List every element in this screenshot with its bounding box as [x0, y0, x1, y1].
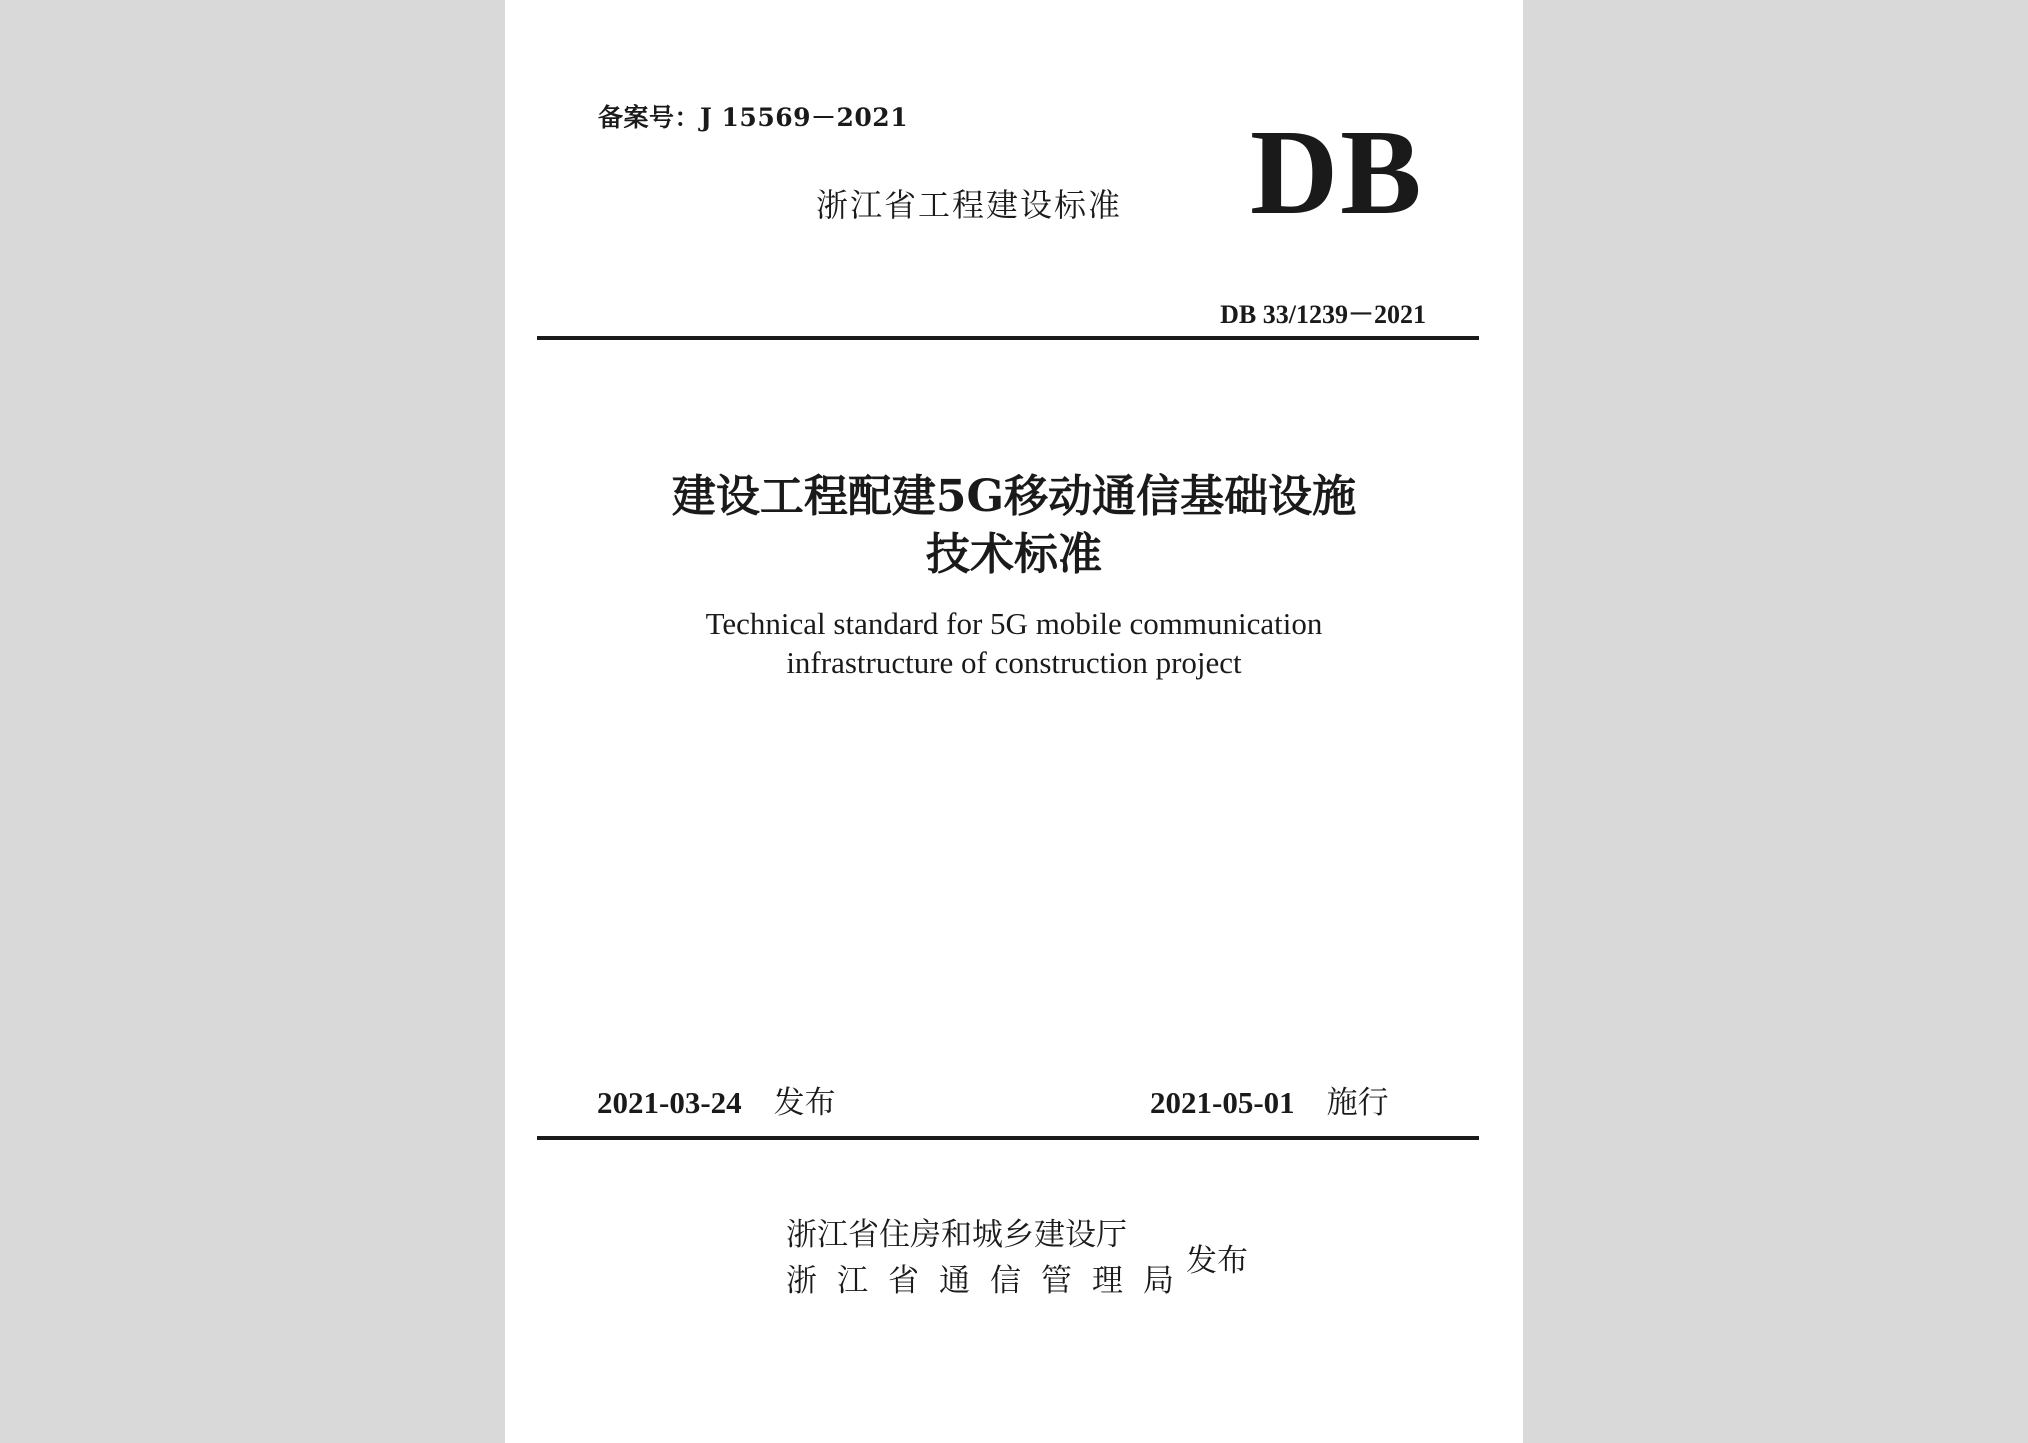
issuer-housing-department: 浙江省住房和城乡建设厅 — [786, 1217, 1127, 1253]
bottom-divider — [537, 1136, 1479, 1140]
db-logo: DB — [1250, 105, 1424, 240]
standard-number: DB 33/1239－2021 — [1220, 300, 1426, 329]
standard-category: 浙江省工程建设标准 — [816, 186, 1123, 224]
title-en — [505, 604, 1523, 682]
document-page — [505, 0, 1523, 1443]
publish-date: 2021-03-24 — [597, 1085, 742, 1120]
effective-date-row — [1150, 1077, 1389, 1122]
title-cn-line1: 建设工程配建5G移动通信基础设施 — [671, 471, 1357, 522]
title-block — [505, 468, 1523, 682]
issue-label: 发布 — [1186, 1243, 1248, 1279]
issuers — [786, 1212, 1194, 1304]
title-en-line2: infrastructure of construction project — [786, 645, 1242, 680]
top-divider — [537, 336, 1479, 340]
publish-label: 发布 — [773, 1085, 836, 1121]
issuer-communications-bureau: 浙江省通信管理局 — [786, 1263, 1194, 1299]
effective-label: 施行 — [1326, 1085, 1389, 1121]
title-en-line1: Technical standard for 5G mobile communication — [705, 606, 1323, 641]
effective-date: 2021-05-01 — [1150, 1085, 1295, 1120]
filing-number: 备案号：J 15569－2021 — [598, 103, 909, 132]
title-cn-line2: 技术标准 — [926, 529, 1102, 580]
publish-date-row — [597, 1077, 836, 1122]
